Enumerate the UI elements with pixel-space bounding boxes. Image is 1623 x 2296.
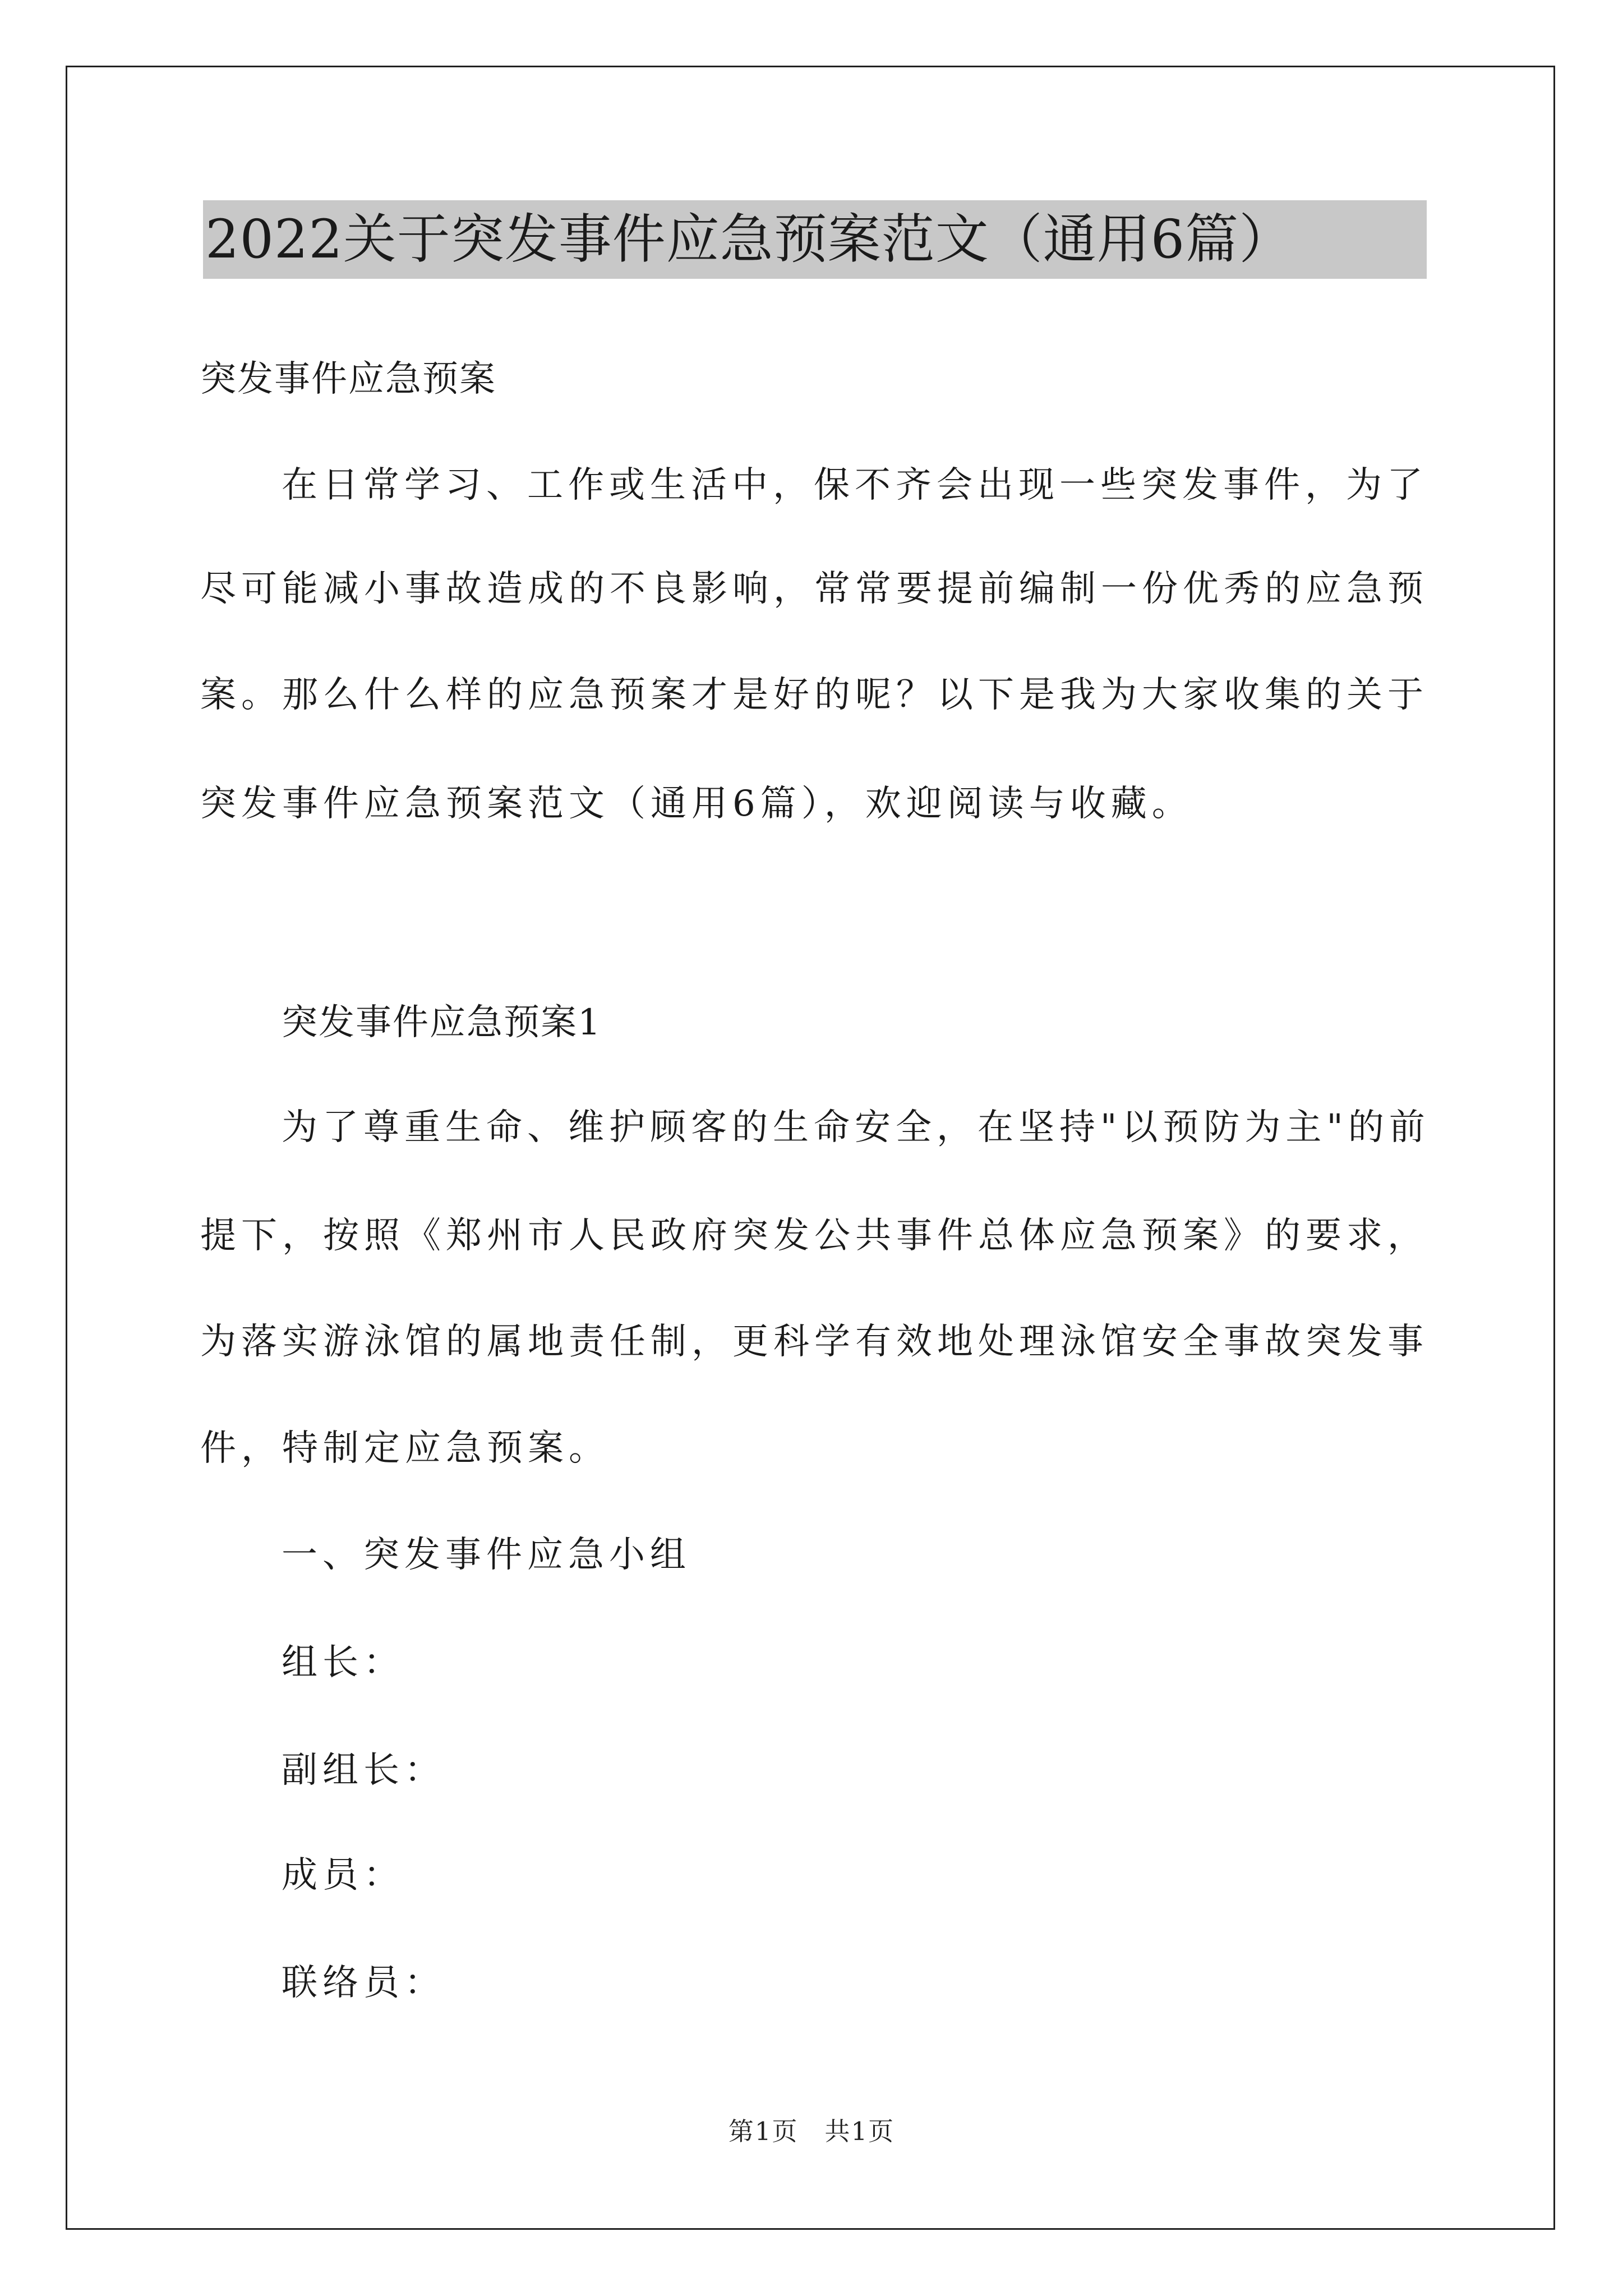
group-heading: 一、突发事件应急小组 [282,1534,691,1576]
intro-line-4: 突发事件应急预案范文（通用6篇），欢迎阅读与收藏。 [200,783,1193,825]
section-1-line-3: 为落实游泳馆的属地责任制，更科学有效地处理泳馆安全事故突发事 [200,1321,1428,1363]
document-subtitle: 突发事件应急预案 [200,358,496,400]
role-liaison: 联络员： [282,1962,445,2004]
section-1-line-4: 件，特制定应急预案。 [200,1428,610,1469]
role-deputy: 副组长： [282,1750,445,1791]
intro-line-2: 尽可能减小事故造成的不良影响，常常要提前编制一份优秀的应急预 [200,568,1428,610]
intro-line-1: 在日常学习、工作或生活中，保不齐会出现一些突发事件，为了 [282,464,1428,506]
role-members: 成员： [282,1855,404,1896]
role-leader: 组长： [282,1642,404,1683]
intro-line-3: 案。那么什么样的应急预案才是好的呢？以下是我为大家收集的关于 [200,674,1428,716]
title-highlight [203,200,1427,279]
section-1-heading: 突发事件应急预案1 [282,1002,602,1043]
document-title: 2022关于突发事件应急预案范文（通用6篇） [205,209,1293,270]
page-footer: 第1页 共1页 [728,2116,895,2146]
section-1-line-2: 提下，按照《郑州市人民政府突发公共事件总体应急预案》的要求， [200,1215,1428,1257]
section-1-line-1: 为了尊重生命、维护顾客的生命安全，在坚持"以预防为主"的前 [282,1107,1430,1148]
